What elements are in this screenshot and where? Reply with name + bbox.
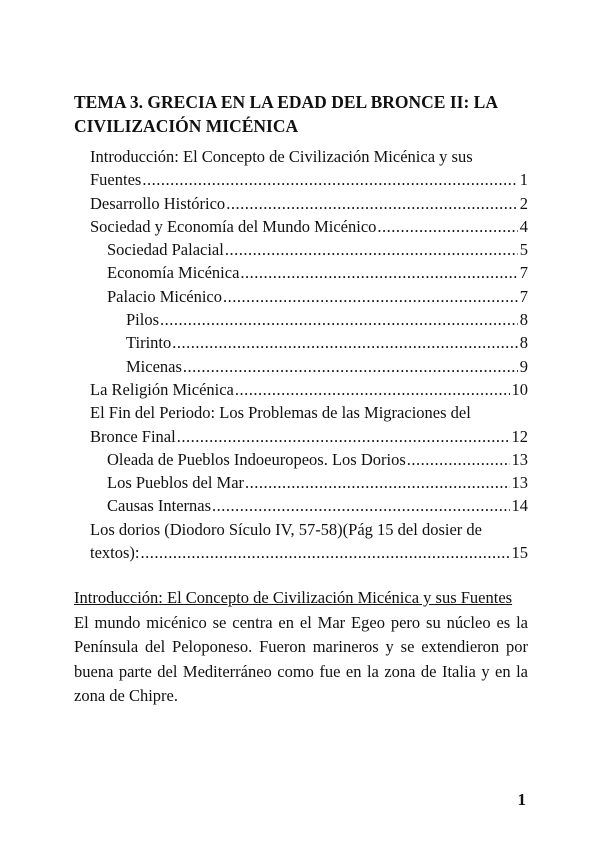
toc-leader-dots bbox=[223, 285, 518, 308]
toc-entry[interactable] bbox=[90, 285, 528, 308]
toc-entry-label-continued: textos): bbox=[90, 543, 140, 563]
toc-entry-label: Sociedad y Economía del Mundo Micénico bbox=[90, 216, 377, 236]
toc-entry-label: Desarrollo Histórico bbox=[90, 193, 226, 213]
toc-leader-dots bbox=[240, 261, 517, 284]
toc-entry[interactable] bbox=[90, 331, 528, 354]
toc-leader-dots bbox=[172, 331, 518, 354]
toc-leader-dots bbox=[160, 308, 518, 331]
toc-entry[interactable] bbox=[90, 215, 528, 238]
toc-leader-dots bbox=[225, 238, 518, 261]
page-number: 1 bbox=[517, 790, 526, 809]
toc-page-number: 13 bbox=[511, 473, 528, 493]
toc-entry-label: Causas Internas bbox=[107, 496, 212, 516]
toc-entry[interactable] bbox=[90, 261, 528, 284]
toc-entry-label: El Fin del Periodo: Los Problemas de las Migraciones del bbox=[90, 403, 471, 423]
section-body-paragraph: El mundo micénico se centra en el Mar Egeo pero su núcleo es la Península del Peloponeso. Fueron marineros y se extendieron por buena parte del Mediterráneo como fue en la zona de Italia y en la zona de Chipre. bbox=[74, 612, 528, 705]
toc-entry-label: Introducción: El Concepto de Civilización Micénica y sus bbox=[90, 147, 473, 166]
toc-leader-dots bbox=[245, 471, 509, 494]
toc-entry[interactable] bbox=[90, 494, 528, 517]
toc-entry-label: Los dorios (Diodoro Sículo IV, 57-58)(Pág 15 del dosier de bbox=[90, 519, 482, 539]
toc-entry-label: Oleada de Pueblos Indoeuropeos. Los Dorios bbox=[107, 449, 406, 469]
section-introduccion bbox=[74, 586, 528, 709]
toc-entry-label: Micenas bbox=[126, 356, 182, 376]
toc-page-number: 9 bbox=[519, 356, 528, 376]
toc-entry[interactable] bbox=[90, 145, 528, 192]
toc-entry[interactable] bbox=[90, 355, 528, 378]
toc-entry-label: Pilos bbox=[126, 310, 160, 330]
toc-page-number: 5 bbox=[519, 240, 528, 260]
toc-entry-label-continued: Fuentes bbox=[90, 170, 142, 190]
toc-entry-label: La Religión Micénica bbox=[90, 379, 234, 399]
table-of-contents bbox=[90, 145, 528, 564]
toc-page-number: 1 bbox=[519, 170, 528, 190]
document-title: TEMA 3. GRECIA EN LA EDAD DEL BRONCE II: LA CIVILIZACIÓN MICÉNICA bbox=[74, 92, 497, 136]
toc-entry[interactable] bbox=[90, 192, 528, 215]
toc-page-number: 7 bbox=[519, 286, 528, 306]
toc-leader-dots bbox=[212, 494, 509, 517]
toc-entry-label: Tirinto bbox=[126, 333, 172, 353]
toc-page-number: 7 bbox=[519, 263, 528, 283]
toc-leader-dots bbox=[235, 378, 510, 401]
toc-entry-label: Economía Micénica bbox=[107, 263, 240, 283]
toc-page-number: 14 bbox=[511, 496, 528, 516]
toc-leader-dots bbox=[377, 215, 517, 238]
toc-page-number: 10 bbox=[511, 379, 528, 399]
toc-entry[interactable] bbox=[90, 518, 528, 565]
toc-entry-label: Los Pueblos del Mar bbox=[107, 473, 245, 493]
toc-entry[interactable] bbox=[90, 308, 528, 331]
toc-entry[interactable] bbox=[90, 238, 528, 261]
toc-page-number: 8 bbox=[519, 333, 528, 353]
toc-page-number: 15 bbox=[511, 543, 528, 563]
toc-page-number: 2 bbox=[519, 193, 528, 213]
toc-entry[interactable] bbox=[90, 401, 528, 448]
toc-entry-label-continued: Bronce Final bbox=[90, 426, 176, 446]
toc-leader-dots bbox=[177, 425, 510, 448]
toc-leader-dots bbox=[141, 541, 510, 564]
toc-leader-dots bbox=[142, 168, 517, 191]
toc-page-number: 8 bbox=[519, 310, 528, 330]
toc-entry[interactable] bbox=[90, 471, 528, 494]
section-heading: Introducción: El Concepto de Civilización Micénica y sus Fuentes bbox=[74, 588, 513, 607]
toc-page-number: 13 bbox=[511, 449, 528, 469]
toc-leader-dots bbox=[226, 192, 518, 215]
toc-entry[interactable] bbox=[90, 448, 528, 471]
toc-page-number: 4 bbox=[519, 216, 528, 236]
toc-entry-label: Sociedad Palacial bbox=[107, 240, 224, 260]
toc-page-number: 12 bbox=[511, 426, 528, 446]
toc-entry-label: Palacio Micénico bbox=[107, 286, 223, 306]
toc-leader-dots bbox=[407, 448, 510, 471]
toc-entry[interactable] bbox=[90, 378, 528, 401]
toc-leader-dots bbox=[183, 355, 518, 378]
